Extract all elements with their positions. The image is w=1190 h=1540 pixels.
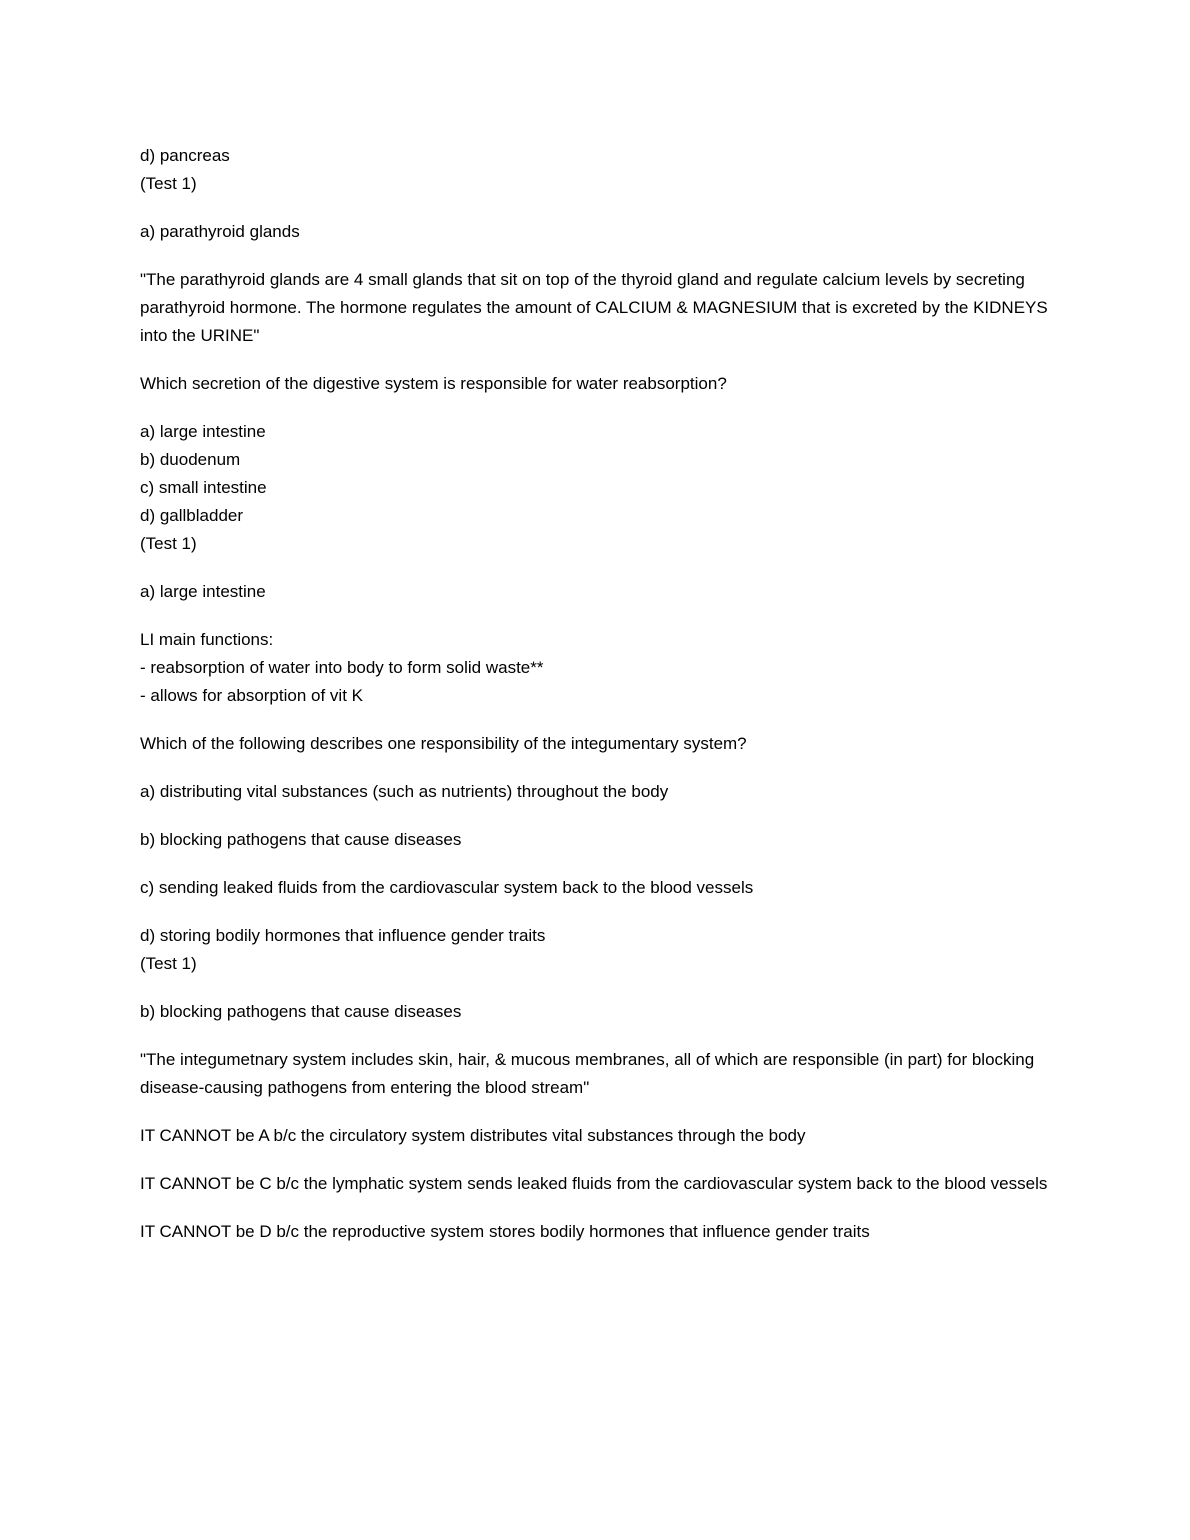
paragraph: [140, 1046, 1052, 1102]
text-line: Which of the following describes one responsibility of the integumentary system?: [140, 734, 747, 753]
paragraph: [140, 578, 1052, 606]
text-line: - reabsorption of water into body to form solid waste**: [140, 658, 544, 677]
paragraph: [140, 1170, 1052, 1198]
text-line: IT CANNOT be C b/c the lymphatic system sends leaked fluids from the cardiovascular system back to the blood vessels: [140, 1174, 1048, 1193]
text-line: - allows for absorption of vit K: [140, 686, 363, 705]
paragraph: [140, 730, 1052, 758]
paragraph: [140, 874, 1052, 902]
text-line: b) blocking pathogens that cause diseases: [140, 1002, 462, 1021]
text-line: IT CANNOT be D b/c the reproductive system stores bodily hormones that influence gender traits: [140, 1222, 870, 1241]
text-line: LI main functions:: [140, 630, 274, 649]
text-line: (Test 1): [140, 534, 197, 553]
text-line: (Test 1): [140, 954, 197, 973]
paragraph: [140, 218, 1052, 246]
paragraph: [140, 826, 1052, 854]
text-line: a) large intestine: [140, 422, 266, 441]
text-line: "The parathyroid glands are 4 small glands that sit on top of the thyroid gland and regulate calcium levels by secreting parathyroid hormone. The hormone regulates the amount of CALCIUM & MAGNESIUM that is excreted by the KIDNEYS into the URINE": [140, 270, 1048, 345]
paragraph: [140, 998, 1052, 1026]
paragraph: [140, 418, 1052, 558]
paragraph: [140, 142, 1052, 198]
paragraph: [140, 626, 1052, 710]
text-line: b) blocking pathogens that cause diseases: [140, 830, 462, 849]
paragraph: [140, 1122, 1052, 1150]
document-body: [140, 142, 1052, 1246]
paragraph: [140, 1218, 1052, 1246]
text-line: Which secretion of the digestive system is responsible for water reabsorption?: [140, 374, 727, 393]
text-line: d) pancreas: [140, 146, 230, 165]
paragraph: [140, 778, 1052, 806]
text-line: b) duodenum: [140, 450, 241, 469]
text-line: a) distributing vital substances (such as nutrients) throughout the body: [140, 782, 669, 801]
text-line: "The integumetnary system includes skin, hair, & mucous membranes, all of which are responsible (in part) for blocking disease-causing pathogens from entering the blood stream": [140, 1050, 1035, 1097]
text-line: a) large intestine: [140, 582, 266, 601]
paragraph: [140, 370, 1052, 398]
text-line: a) parathyroid glands: [140, 222, 300, 241]
text-line: IT CANNOT be A b/c the circulatory system distributes vital substances through the body: [140, 1126, 806, 1145]
paragraph: [140, 266, 1052, 350]
paragraph: [140, 922, 1052, 978]
text-line: d) storing bodily hormones that influence gender traits: [140, 926, 546, 945]
text-line: c) sending leaked fluids from the cardiovascular system back to the blood vessels: [140, 878, 754, 897]
text-line: c) small intestine: [140, 478, 267, 497]
text-line: d) gallbladder: [140, 506, 244, 525]
text-line: (Test 1): [140, 174, 197, 193]
